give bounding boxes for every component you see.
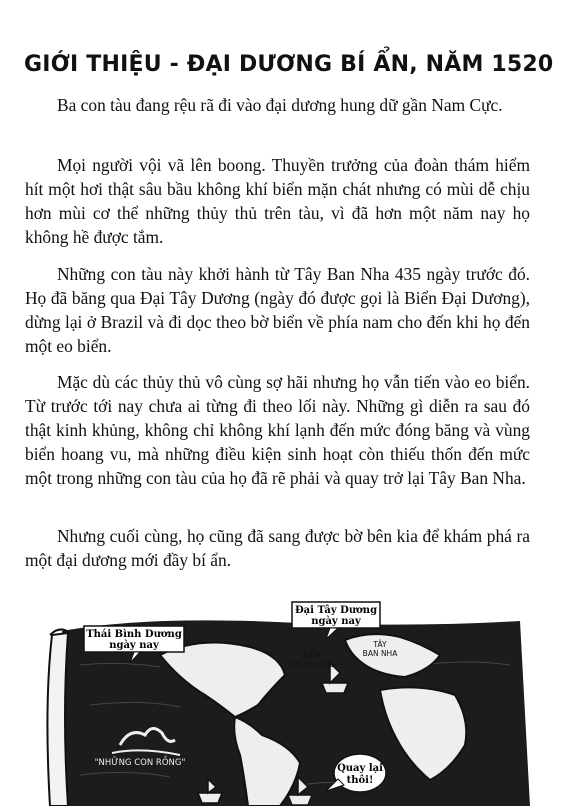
chapter-heading: GIỚI THIỆU - ĐẠI DƯƠNG BÍ ẨN, NĂM 1520 bbox=[24, 52, 554, 77]
pacific-label-line1: Thái Bình Dương bbox=[86, 629, 182, 640]
ocean-sea-label-line2: ĐẠI DƯƠNG bbox=[288, 660, 336, 669]
sea-monster-label: "NHỮNG CON RỒNG" bbox=[94, 758, 186, 768]
atlantic-label-line1: Đại Tây Dương bbox=[294, 605, 378, 616]
spain-label-line2: BAN NHA bbox=[362, 649, 398, 658]
scroll-roll-left bbox=[47, 633, 68, 806]
speech-bubble-line1: Quay lại bbox=[337, 763, 383, 774]
pacific-label-line2: ngày nay bbox=[109, 640, 159, 651]
paragraph-4: Mặc dù các thủy thủ vô cùng sợ hãi nhưng họ vẫn tiến vào eo biển. Từ trước tới nay chưa ai từng đi theo lối này. Những gì diễn ra sau đó thật kinh khủng, không chỉ không khí lạnh đến mức đóng băng và vùng biển hoang vu, mà những điều kiện sinh hoạt còn thiếu thốn đến mức một trong những con tàu của họ đã rẽ phải và quay trở lại Tây Ban Nha. bbox=[25, 372, 530, 488]
ocean-sea-label-line1: BIỂN bbox=[303, 651, 321, 660]
illustrated-map bbox=[0, 595, 561, 806]
speech-bubble-line2: thôi! bbox=[346, 775, 374, 786]
paragraph-2: Mọi người vội vã lên boong. Thuyền trưởng của đoàn thám hiểm hít một hơi thật sâu bầu không khí biển mặn chát nhưng có mùi dễ chịu hơn mùi cơ thể những thủy thủ trên tàu, vì đã hơn một năm nay họ không hề được tắm. bbox=[25, 155, 530, 247]
paragraph-5: Nhưng cuối cùng, họ cũng đã sang được bờ bên kia để khám phá ra một đại dương mới đầy bí ẩn. bbox=[25, 526, 530, 570]
atlantic-label-line2: ngày nay bbox=[311, 616, 361, 627]
spain-label-line1: TÂY bbox=[373, 640, 387, 649]
paragraph-3: Những con tàu này khởi hành từ Tây Ban Nha 435 ngày trước đó. Họ đã băng qua Đại Tây Dương (ngày đó được gọi là Biển Đại Dương), dừng lại ở Brazil và đi dọc theo bờ biển về phía nam cho đến khi họ đến một eo biển. bbox=[25, 264, 530, 356]
map-illustration bbox=[0, 595, 561, 806]
paragraph-1: Ba con tàu đang rệu rã đi vào đại dương hung dữ gần Nam Cực. bbox=[57, 95, 503, 115]
